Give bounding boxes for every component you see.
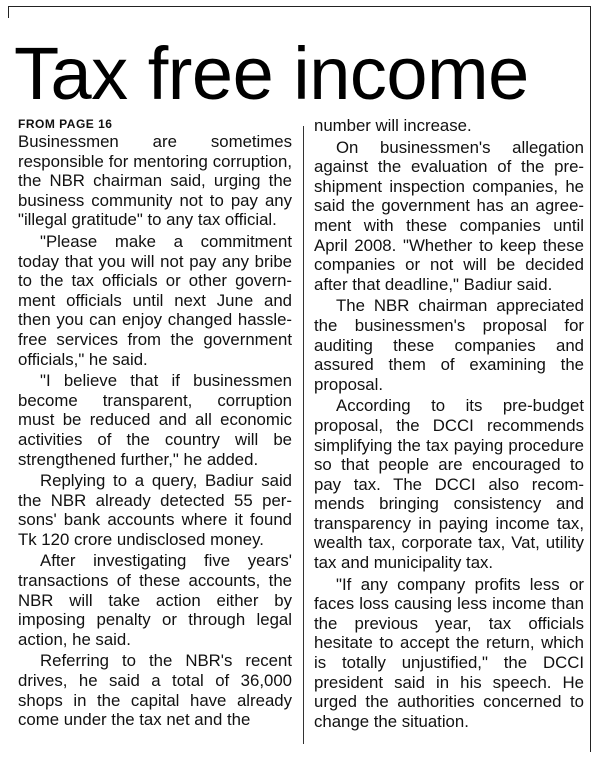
right-column [314, 116, 584, 733]
headline: Tax free income [14, 32, 529, 115]
column-divider [303, 126, 304, 744]
paragraph: "I believe that if businessmen become transparent, corruption must be reduced and all economic activities of the country will be strengthened further," he added. [18, 371, 292, 469]
paragraph: "Please make a commitment today that you will not pay any bribe to the tax officials or other government officials until next June and then you can enjoy changed hassle-free services from the government officials," he said. [18, 231, 292, 369]
dateline: FROM PAGE 16 [18, 117, 113, 131]
paragraph: The NBR chairman appreciated the businessmen's proposal for auditing these companies and assured them of examining the proposal. [314, 296, 584, 394]
paragraph: After investigating five years' transactions of these accounts, the NBR will take action either by imposing penalty or through legal action, he said. [18, 551, 292, 649]
paragraph: Businessmen are sometimes responsible for mentoring corruption, the NBR chairman said, urging the business community not to pay any "illegal gratitude" to any tax official. [18, 132, 292, 230]
left-border-rule [8, 6, 9, 18]
paragraph: Replying to a query, Badiur said the NBR already detected 55 persons' bank accounts where it found Tk 120 crore undisclosed money. [18, 471, 292, 549]
paragraph: According to its pre-budget proposal, the DCCI recommends simplifying the tax paying procedure so that people are encouraged to pay tax. The DCCI also recommends bringing consistency and transparency in paying income tax, wealth tax, corporate tax, Vat, utility tax and municipality tax. [314, 396, 584, 573]
left-column [18, 116, 292, 732]
right-border-rule [590, 6, 591, 752]
paragraph: Referring to the NBR's recent drives, he said a total of 36,000 shops in the capital have already come under the tax net and the [18, 651, 292, 730]
paragraph: "If any company profits less or faces loss causing less income than the previous year, tax officials hesitate to accept the return, which is totally unjustified," the DCCI president said in his speech. He urged the authorities concerned to change the situation. [314, 574, 584, 731]
paragraph: On businessmen's allegation against the evaluation of the preshipment inspection companies, he said the government has an agreement with these companies until April 2008. "Whether to keep these companies or not will be decided after that deadline," Badiur said. [314, 137, 584, 294]
paragraph-continuation: number will increase. [314, 116, 472, 135]
top-border-rule [8, 6, 591, 7]
